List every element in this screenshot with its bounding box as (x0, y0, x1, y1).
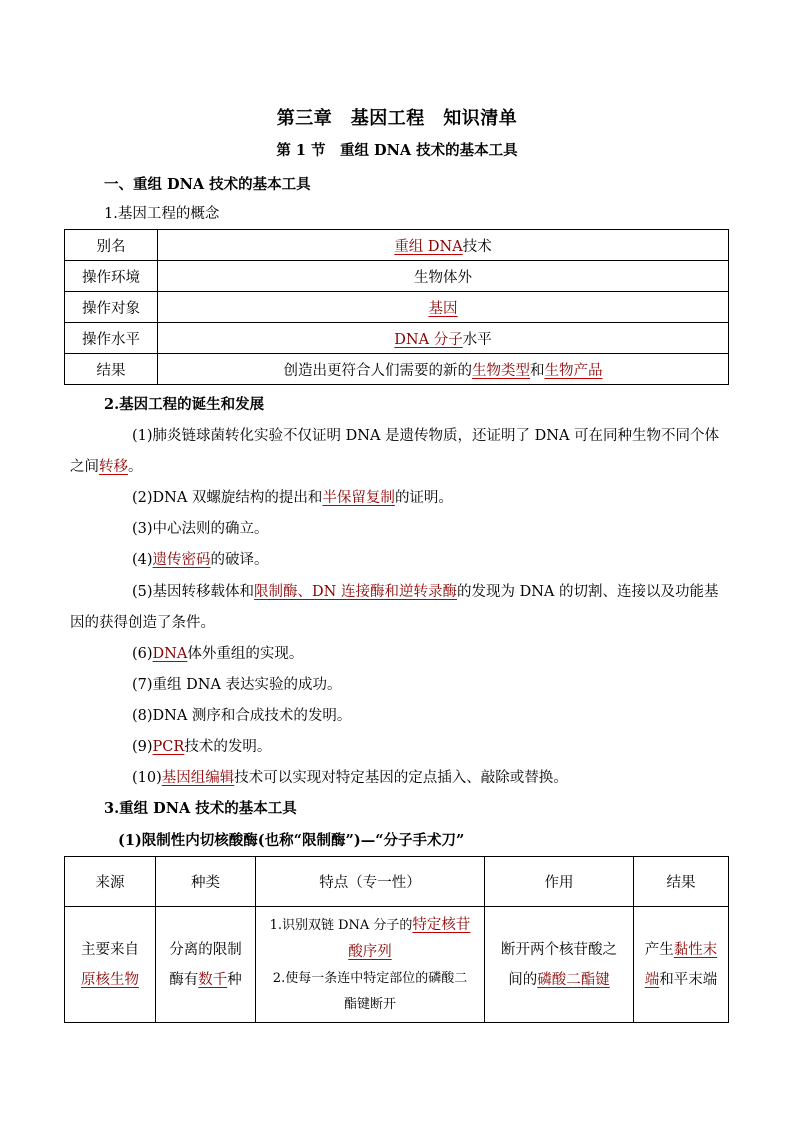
cell-source: 主要来自 原核生物 (65, 907, 156, 1023)
underlined-term: 端 (644, 971, 660, 988)
table-row (65, 230, 729, 261)
history-item-cont: 因的获得创造了条件。 (70, 615, 215, 631)
cell-feature: 1.识别双链 DNA 分子的特定核苷 酸序列 2.使每一条连中特定部位的磷酸二 酯键断开 (256, 907, 485, 1023)
value-mid: 和 (530, 362, 545, 379)
history-item: (1)肺炎链球菌转化实验不仅证明 DNA 是遗传物质，还证明了 DNA 可在同种生物不同个体 (132, 428, 720, 444)
row-label: 操作环境 (65, 261, 158, 292)
underlined-term: 遗传密码 (152, 552, 211, 568)
history-item: (10)基因组编辑技术可以实现对特定基因的定点插入、敲除或替换。 (132, 770, 568, 786)
underlined-term: DNA (152, 646, 188, 662)
underlined-term: 数千 (198, 971, 228, 988)
history-item: (9)PCR技术的发明。 (132, 739, 272, 755)
table-row (65, 323, 729, 354)
history-item: (3)中心法则的确立。 (132, 521, 269, 537)
chapter-title: 第三章 基因工程 知识清单 (276, 108, 518, 129)
column-header: 特点（专一性） (256, 857, 485, 907)
underlined-term: 生物类型 (472, 362, 530, 379)
history-item: (2)DNA 双螺旋结构的提出和半保留复制的证明。 (132, 490, 453, 506)
underlined-term: 转移 (99, 459, 128, 475)
row-value (158, 354, 729, 385)
value-tail: 技术 (462, 238, 492, 255)
history-heading: 2.基因工程的诞生和发展 (104, 396, 265, 413)
table-row (65, 907, 729, 1023)
row-value (158, 230, 729, 261)
underlined-term: 特定核苷 (412, 916, 471, 933)
concept-table (64, 229, 729, 385)
row-label: 别名 (65, 230, 158, 261)
concept-heading: 1.基因工程的概念 (104, 206, 220, 222)
underlined-term: 酸序列 (348, 943, 392, 960)
row-label: 操作水平 (65, 323, 158, 354)
underlined-term: 原核生物 (81, 971, 139, 988)
underlined-term: 半保留复制 (322, 490, 395, 506)
column-header: 来源 (65, 857, 156, 907)
underlined-term: 基因组编辑 (161, 770, 235, 786)
underlined-term: DNA 分子 (394, 331, 463, 348)
tools-subheading: (1)限制性内切核酸酶(也称“限制酶”)—“分子手术刀” (118, 832, 465, 849)
history-item: (7)重组 DNA 表达实验的成功。 (132, 677, 342, 693)
underlined-term: 限制酶、DN 连接酶和逆转录酶 (254, 584, 457, 600)
row-value (158, 292, 729, 323)
tools-heading: 3.重组 DNA 技术的基本工具 (104, 800, 297, 817)
row-label: 操作对象 (65, 292, 158, 323)
row-label: 结果 (65, 354, 158, 385)
column-header: 作用 (485, 857, 634, 907)
underlined-term: 基因 (428, 300, 458, 317)
history-item: (4)遗传密码的破译。 (132, 552, 269, 568)
column-header: 种类 (156, 857, 256, 907)
underlined-term: PCR (152, 739, 185, 755)
history-item: (8)DNA 测序和合成技术的发明。 (132, 708, 352, 724)
history-item: (6)DNA体外重组的实现。 (132, 646, 304, 662)
value-head: 创造出更符合人们需要的新的 (283, 362, 472, 379)
section-title: 第 1 节 重组 DNA 技术的基本工具 (276, 142, 518, 159)
underlined-term: 黏性末 (673, 941, 718, 958)
row-value: 生物体外 (158, 261, 729, 292)
restriction-enzyme-table (64, 856, 729, 1023)
value-tail: 水平 (462, 331, 492, 348)
cell-action: 断开两个核苷酸之 间的磷酸二酯键 (485, 907, 634, 1023)
history-item: (5)基因转移载体和限制酶、DN 连接酶和逆转录酶的发现为 DNA 的切割、连接以及功能基 (132, 584, 719, 600)
table-header-row (65, 857, 729, 907)
table-row (65, 261, 729, 292)
underlined-term: 生物产品 (544, 362, 603, 379)
cell-kind: 分离的限制 酶有数千种 (156, 907, 256, 1023)
section-heading: 一、重组 DNA 技术的基本工具 (104, 176, 311, 193)
table-row (65, 292, 729, 323)
history-item-cont: 之间转移。 (70, 459, 143, 475)
table-row (65, 354, 729, 385)
underlined-term: 磷酸二酯键 (537, 971, 610, 988)
cell-result: 产生黏性末 端和平末端 (634, 907, 729, 1023)
column-header: 结果 (634, 857, 729, 907)
row-value (158, 323, 729, 354)
underlined-term: 重组 DNA (394, 238, 463, 255)
